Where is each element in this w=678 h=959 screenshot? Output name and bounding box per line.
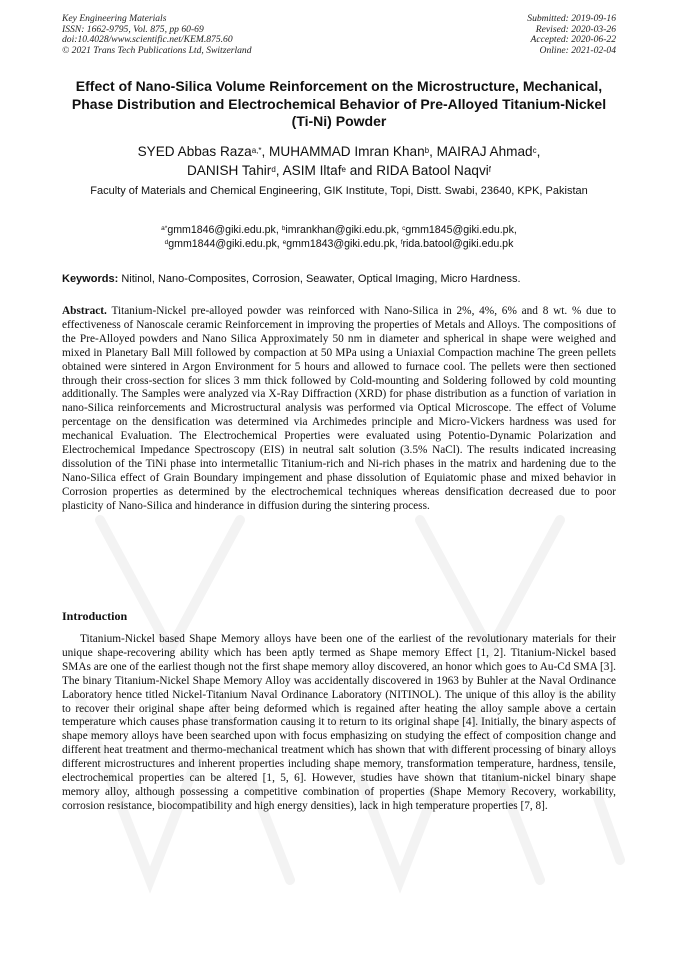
date-accepted: Accepted: 2020-06-22 xyxy=(530,34,616,46)
abstract xyxy=(62,305,616,514)
author: DANISH Tahir$^d$, xyxy=(186,163,283,178)
author-email[interactable]: $^{a*}$gmm1846@giki.edu.pk, xyxy=(161,224,282,236)
journal-issn: ISSN: 1662-9795, Vol. 875, pp 60-69 xyxy=(62,23,204,35)
date-revised: Revised: 2020-03-26 xyxy=(535,23,616,35)
submission-dates xyxy=(527,14,616,56)
author: MUHAMMAD Imran Khan$^b$, xyxy=(269,144,437,159)
date-submitted: Submitted: 2019-09-16 xyxy=(527,13,616,24)
date-online: Online: 2021-02-04 xyxy=(539,44,616,56)
keywords xyxy=(62,272,616,287)
author-email[interactable]: $^e$gmm1843@giki.edu.pk, xyxy=(282,238,401,250)
author: MAIRAJ Ahmad$^c$, xyxy=(436,144,541,159)
journal-info xyxy=(62,14,252,56)
abstract-label: Abstract. xyxy=(62,305,107,317)
author: SYED Abbas Raza$^{a,*}$, xyxy=(137,144,270,159)
introduction-paragraph: Titanium-Nickel based Shape Memory alloys have been one of the earliest of the revolutionary materials for their unique shape-recovering ability which has been aptly termed as Shape memory Effect [1, 2]. Titanium-Nickel based SMAs are one of the earliest though not the first shape memory alloy discovered, an honor which goes to Au-Cd SMA [3]. The binary Titanium-Nickel Shape Memory Alloy was accidentally discovered in 1963 by Buhler at the Naval Ordinance Laboratory hence titled Nickel-Titanium Naval Ordinance Laboratory (NITINOL). The unique of this alloy is the ability to recover their original shape after being deformed which is regained after heating the alloy sample above a certain temperature which causes phase transformation causing it to return to its original shape [4]. Initially, the binary aspects of shape memory alloys have been searched upon with focus emphasizing on studying the effect of composition change and different heat treatment and thermo-mechanical treatment which has shown that with different processing of binary alloys different microstructures and inherent properties including shape memory, transformation temperature, hardness, tensile, electrochemical properties can be altered [1, 5, 6]. However, studies have shown that titanium-nickel binary shape memory alloy, although possessing a competitive combination of properties (Shape Memory Recovery, workability, corrosion resistance, biocompatibility and high energy densities), lack in high temperature properties [7, 8]. xyxy=(62,633,616,812)
author: RIDA Batool Naqvi$^f$ xyxy=(376,163,492,178)
author-email[interactable]: $^c$gmm1845@giki.edu.pk, xyxy=(402,224,517,236)
affiliation: Faculty of Materials and Chemical Engineering, GIK Institute, Topi, Distt. Swabi, 23640, KPK, Pakistan xyxy=(90,185,588,197)
section-heading-introduction: Introduction xyxy=(62,609,128,623)
keywords-text: Nitinol, Nano-Composites, Corrosion, Seawater, Optical Imaging, Micro Hardness. xyxy=(121,273,521,285)
journal-name: Key Engineering Materials xyxy=(62,13,167,24)
author-email[interactable]: $^f$rida.batool@giki.edu.pk xyxy=(400,238,514,250)
keywords-label: Keywords: xyxy=(62,273,119,285)
abstract-text: Titanium-Nickel pre-alloyed powder was reinforced with Nano-Silica in 2%, 4%, 6% and 8 wt. % due to effectiveness of Nanoscale ceramic Reinforcement in improving the properties of Metals and Alloys. The compositions of the Pre-Alloyed powders and Nano Silica Approximately 50 nm in diameter and spherical in shape were weighed and mixed in Planetary Ball Mill followed by compaction at 50 MPa using a Uniaxial Compaction machine The green pellets obtained were sintered in Argon Environment for 5 hours and allowed to furnace cool. The pellets were then sectioned through their cross-section for slices 3 mm thick followed by Cold-mounting and Soldering followed by cold mounting additionally. The Samples were analyzed via X-Ray Diffraction (XRD) for phase distribution as a function of variation in nano-Silica reinforcements and Microstructural analysis was performed via Optical Microscope. The effect of Volume percentage on the densification was determined via Archimedes principle and Micro-Vickers hardness was used for mechanical Evaluation. The Electrochemical Properties were evaluated using Potentio-Dynamic Polarization and Electrochemical Impedance Spectroscopy (EIS) in neutral salt solution (3.5% NaCl). The results indicated increasing dissolution of the TiNi phase into intermetallic Titanium-rich and Ni-rich phases in the matrix and hardening due to the Nano-Silica effect of Grain Boundary impingement and phase dissolution of Equiatomic phase and mixed behavior in Corrosion properties as determined by the electrochemical techniques whereas densification decreased due to poor plasticity of Nano-Silica and hinderance in diffusion during the sintering process. xyxy=(62,305,616,512)
journal-doi: doi:10.4028/www.scientific.net/KEM.875.60 xyxy=(62,34,233,46)
author-email[interactable]: $^d$gmm1844@giki.edu.pk, xyxy=(164,238,283,250)
author: ASIM Iltaf$^e$ and xyxy=(282,163,377,178)
author-email[interactable]: $^b$imrankhan@giki.edu.pk, xyxy=(281,224,403,236)
paper-title: Effect of Nano-Silica Volume Reinforcement on the Microstructure, Mechanical, Phase Distribution and Electrochemical Behavior of Pre-Alloyed Titanium-Nickel (Ti-Ni) Powder xyxy=(71,78,607,129)
author-list xyxy=(60,142,618,180)
email-list xyxy=(62,223,616,251)
journal-copyright: © 2021 Trans Tech Publications Ltd, Switzerland xyxy=(62,44,252,56)
